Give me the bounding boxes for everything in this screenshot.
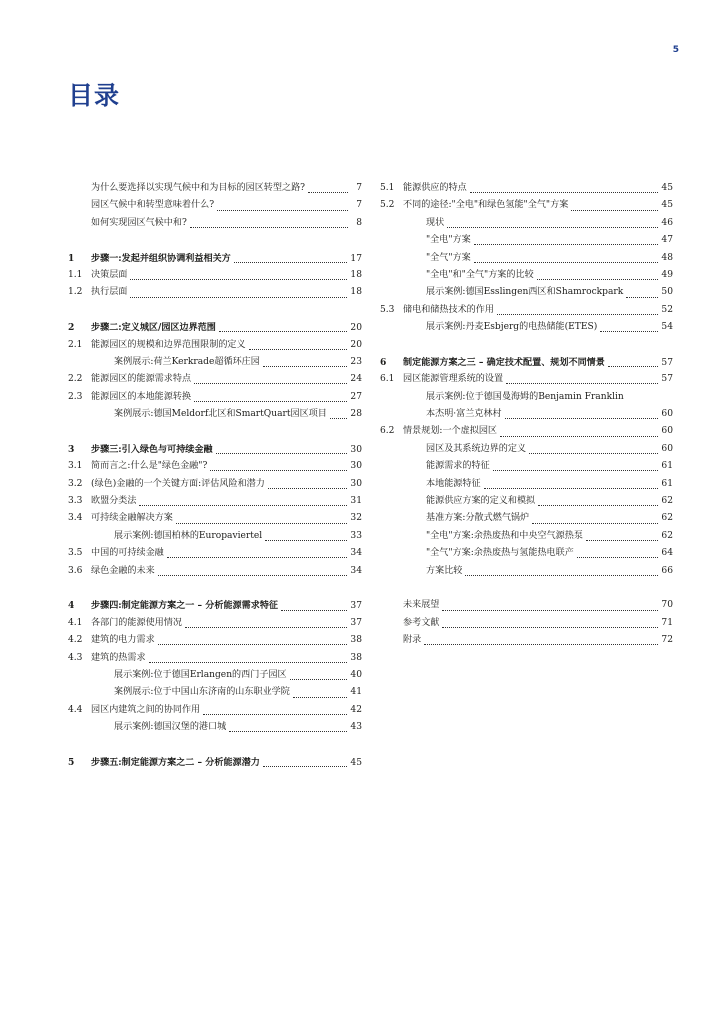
toc-entry-title: 步骤三:引入绿色与可持续金融 (91, 443, 213, 455)
toc-entry-title: 能源需求的特征 (426, 461, 490, 472)
toc-entry[interactable] (68, 510, 362, 527)
toc-dot-leader (465, 575, 658, 576)
toc-entry-page: 28 (350, 409, 362, 420)
toc-entry-title: 基准方案:分散式燃气锅炉 (426, 513, 530, 524)
toc-entry-page: 47 (661, 235, 673, 246)
toc-dot-leader (608, 366, 659, 367)
toc-entry-number: 3 (68, 443, 75, 455)
toc-entry[interactable] (380, 493, 673, 510)
toc-dot-leader (577, 557, 659, 558)
toc-entry-page: 30 (350, 444, 362, 455)
toc-entry-title: 展示案例:丹麦Esbjerg的电热储能(ETES) (426, 322, 598, 333)
toc-entry[interactable] (68, 337, 362, 354)
toc-dot-leader (290, 679, 348, 680)
toc-entry-title: 案例展示:位于中国山东济南的山东职业学院 (114, 687, 290, 698)
toc-dot-leader (185, 627, 347, 628)
toc-entry-title: 园区能源管理系统的设置 (403, 374, 504, 385)
toc-entry-page: 37 (350, 617, 362, 628)
toc-entry-number: 4.3 (68, 652, 83, 663)
toc-entry-title: 欧盟分类法 (91, 496, 137, 507)
toc-entry-number: 4 (68, 600, 75, 612)
toc-entry-number: 5.2 (380, 200, 395, 211)
toc-entry[interactable] (68, 354, 362, 371)
toc-dot-leader (194, 383, 347, 384)
toc-dot-leader (190, 227, 348, 228)
toc-entry-title: 能源供应方案的定义和模拟 (426, 496, 536, 507)
toc-entry[interactable] (68, 702, 362, 719)
toc-spacer (68, 302, 362, 319)
toc-dot-leader (571, 210, 658, 211)
toc-entry-number: 5.3 (380, 304, 395, 315)
toc-entry[interactable] (68, 545, 362, 562)
toc-entry-title: 展示案例:位于德国曼海姆的Benjamin Franklin (426, 391, 624, 402)
toc-dot-leader (139, 505, 347, 506)
toc-entry-page: 50 (661, 287, 673, 298)
toc-entry-page: 45 (350, 757, 362, 768)
toc-entry-number: 4.2 (68, 635, 83, 646)
toc-dot-leader (293, 697, 348, 698)
toc-dot-leader (470, 192, 659, 193)
toc-entry[interactable] (68, 667, 362, 684)
toc-spacer (68, 423, 362, 440)
toc-dot-leader (216, 453, 348, 454)
toc-entry-number: 3.2 (68, 478, 83, 489)
toc-entry-title: 园区气候中和转型意味着什么? (91, 200, 215, 211)
toc-entry[interactable] (68, 476, 362, 493)
toc-entry[interactable] (380, 267, 673, 284)
toc-dot-leader (229, 731, 347, 732)
toc-entry-page: 61 (661, 478, 673, 489)
toc-entry-title: 能源供应的特点 (403, 183, 467, 193)
toc-entry-number: 2.1 (68, 339, 83, 350)
toc-chapter-entry[interactable] (380, 354, 673, 371)
toc-entry[interactable] (68, 719, 362, 736)
toc-entry-title: 中国的可持续金融 (91, 548, 164, 559)
toc-entry-title: 步骤五:制定能源方案之二 – 分析能源潜力 (91, 756, 260, 768)
toc-dot-leader (506, 383, 658, 384)
toc-entry-number: 1 (68, 252, 75, 264)
toc-entry-page: 62 (661, 513, 673, 524)
toc-entry-page: 61 (661, 461, 673, 472)
toc-dot-leader (130, 297, 347, 298)
toc-entry-title: 简而言之:什么是"绿色金融"? (91, 461, 208, 472)
toc-dot-leader (158, 575, 348, 576)
toc-entry-title: 展示案例:德国汉堡的港口城 (114, 722, 227, 733)
toc-entry-title: 本地能源特征 (426, 478, 481, 489)
toc-entry-title: 如何实现园区气候中和? (91, 217, 187, 228)
toc-entry-page: 46 (661, 217, 673, 228)
toc-chapter-entry[interactable] (68, 597, 362, 614)
toc-entry-title: "全电"和"全气"方案的比较 (426, 269, 534, 280)
toc-entry-title: 步骤二:定义城区/园区边界范围 (91, 322, 216, 334)
toc-entry[interactable] (68, 632, 362, 649)
toc-entry-title: 情景规划:一个虚拟园区 (403, 426, 498, 437)
toc-entry[interactable] (380, 302, 673, 319)
toc-entry-number: 6 (380, 356, 387, 368)
toc-entry[interactable] (380, 458, 673, 475)
toc-entry-title: "全气"方案:余热废热与氢能热电联产 (426, 548, 574, 559)
toc-entry-page: 7 (356, 183, 362, 193)
toc-entry[interactable] (380, 476, 673, 493)
toc-entry-page: 57 (661, 374, 673, 385)
toc-entry[interactable] (380, 197, 673, 214)
toc-entry[interactable] (380, 423, 673, 440)
toc-entry-page: 30 (350, 478, 362, 489)
toc-entry-number: 1.2 (68, 287, 83, 298)
toc-dot-leader (219, 331, 348, 332)
toc-entry-page: 45 (661, 183, 673, 193)
toc-entry-page: 18 (350, 269, 362, 280)
toc-entry-page: 7 (356, 200, 362, 211)
toc-entry[interactable] (380, 406, 673, 423)
toc-entry-number: 2.3 (68, 391, 83, 402)
toc-dot-leader (505, 418, 659, 419)
toc-entry-page: 32 (350, 513, 362, 524)
toc-entry[interactable] (68, 267, 362, 284)
toc-dot-leader (537, 279, 659, 280)
toc-entry-page: 48 (661, 252, 673, 263)
toc-entry-page: 52 (661, 304, 673, 315)
toc-entry-title: 案例展示:德国Meldorf北区和SmartQuart园区项目 (114, 409, 327, 420)
toc-entry-number: 6.2 (380, 426, 395, 437)
toc-entry-page: 34 (350, 565, 362, 576)
toc-entry[interactable] (380, 389, 673, 406)
toc-entry[interactable] (68, 684, 362, 701)
toc-dot-leader (249, 349, 348, 350)
toc-dot-leader (424, 644, 658, 645)
toc-dot-leader (263, 766, 348, 767)
toc-entry-title: 储电和储热技术的作用 (403, 304, 494, 315)
toc-dot-leader (529, 453, 658, 454)
toc-entry-page: 64 (661, 548, 673, 559)
page-title: 目录 (68, 81, 121, 110)
toc-entry-page: 34 (350, 548, 362, 559)
toc-entry-title: 制定能源方案之三 – 确定技术配置、规划不同情景 (403, 356, 605, 368)
toc-dot-leader (263, 366, 348, 367)
toc-dot-leader (265, 540, 347, 541)
toc-entry-title: 园区及其系统边界的定义 (426, 443, 527, 454)
toc-entry-page: 31 (350, 496, 362, 507)
toc-entry-page: 33 (350, 530, 362, 541)
toc-dot-leader (203, 714, 347, 715)
toc-dot-leader (532, 523, 658, 524)
toc-entry[interactable] (380, 510, 673, 527)
toc-entry[interactable] (68, 180, 362, 197)
toc-spacer (380, 337, 673, 354)
toc-entry[interactable] (380, 632, 673, 649)
toc-entry-page: 38 (350, 652, 362, 663)
toc-entry-number: 2 (68, 322, 75, 334)
toc-chapter-entry[interactable] (68, 319, 362, 336)
toc-chapter-entry[interactable] (68, 250, 362, 267)
toc-dot-leader (447, 227, 658, 228)
toc-entry-title: "全电"方案 (426, 235, 471, 246)
toc-dot-leader (217, 210, 348, 211)
toc-entry-page: 40 (350, 669, 362, 680)
toc-chapter-entry[interactable] (68, 754, 362, 771)
toc-entry-title: 现状 (426, 217, 445, 228)
toc-entry-page: 49 (661, 269, 673, 280)
toc-entry[interactable] (68, 371, 362, 388)
toc-entry-title: 各部门的能源使用情况 (91, 617, 182, 628)
toc-entry-page: 57 (661, 357, 673, 368)
toc-entry[interactable] (380, 180, 673, 197)
toc-entry[interactable] (68, 406, 362, 423)
toc-entry-page: 60 (661, 409, 673, 420)
toc-entry-page: 8 (356, 217, 362, 228)
toc-dot-leader (158, 644, 348, 645)
toc-dot-leader (234, 262, 348, 263)
toc-entry-page: 30 (350, 461, 362, 472)
toc-entry-number: 3.6 (68, 565, 83, 576)
toc-dot-leader (493, 470, 659, 471)
toc-entry-title: 绿色金融的未来 (91, 565, 155, 576)
toc-dot-leader (497, 314, 658, 315)
toc-entry-page: 17 (350, 253, 362, 264)
toc-entry[interactable] (380, 545, 673, 562)
toc-entry-title: 建筑的热需求 (91, 652, 146, 663)
toc-entry[interactable] (68, 284, 362, 301)
toc-entry-number: 4.1 (68, 617, 83, 628)
toc-dot-leader (500, 436, 658, 437)
toc-dot-leader (308, 192, 348, 193)
toc-entry[interactable] (380, 563, 673, 580)
toc-dot-leader (330, 418, 348, 419)
toc-entry-title: 园区内建筑之间的协同作用 (91, 704, 201, 715)
toc-entry-title: 附录 (403, 635, 422, 646)
toc-entry-page: 62 (661, 530, 673, 541)
toc-spacer (68, 580, 362, 597)
toc-entry-title: "全电"方案:余热废热和中央空气源热泵 (426, 530, 583, 541)
toc-entry[interactable] (68, 458, 362, 475)
toc-dot-leader (474, 244, 659, 245)
toc-dot-leader (176, 523, 348, 524)
toc-dot-leader (442, 627, 658, 628)
toc-entry-page: 60 (661, 426, 673, 437)
toc-entry-page: 24 (350, 374, 362, 385)
toc-entry[interactable] (68, 528, 362, 545)
toc-left-column (68, 180, 362, 771)
toc-entry-page: 27 (350, 391, 362, 402)
toc-entry-page: 62 (661, 496, 673, 507)
toc-dot-leader (130, 279, 347, 280)
toc-entry[interactable] (68, 650, 362, 667)
toc-entry-page: 45 (661, 200, 673, 211)
toc-entry-page: 71 (661, 617, 673, 628)
toc-entry-page: 20 (350, 339, 362, 350)
toc-spacer (380, 580, 673, 597)
toc-entry-number: 3.4 (68, 513, 83, 524)
toc-entry-title: 能源园区的能源需求特点 (91, 374, 192, 385)
toc-entry[interactable] (380, 597, 673, 614)
toc-entry-page: 20 (350, 323, 362, 334)
toc-entry[interactable] (68, 197, 362, 214)
toc-dot-leader (167, 557, 348, 558)
toc-entry-page: 37 (350, 601, 362, 612)
toc-entry-title: 展示案例:位于德国Erlangen的西门子园区 (114, 669, 287, 680)
toc-entry-number: 6.1 (380, 374, 395, 385)
toc-entry-title: 本杰明·富兰克林村 (426, 409, 502, 420)
toc-entry[interactable] (380, 215, 673, 232)
toc-entry-page: 54 (661, 322, 673, 333)
toc-entry-title: 未来展望 (403, 600, 440, 611)
toc-entry-title: 可持续金融解决方案 (91, 513, 173, 524)
toc-entry-title: 方案比较 (426, 565, 463, 576)
toc-entry-number: 3.1 (68, 461, 83, 472)
toc-entry[interactable] (380, 441, 673, 458)
toc-dot-leader (268, 488, 348, 489)
toc-entry[interactable] (380, 232, 673, 249)
toc-entry-page: 42 (350, 704, 362, 715)
toc-entry-title: 案例展示:荷兰Kerkrade超循环庄园 (114, 356, 260, 367)
toc-entry-title: "全气"方案 (426, 252, 471, 263)
toc-entry-title: 步骤一:发起并组织协调利益相关方 (91, 252, 231, 264)
toc-entry-title: 为什么要选择以实现气候中和为目标的园区转型之路? (91, 183, 306, 193)
toc-chapter-entry[interactable] (68, 441, 362, 458)
toc-entry[interactable] (380, 371, 673, 388)
toc-entry-title: 步骤四:制定能源方案之一 – 分析能源需求特征 (91, 600, 279, 612)
toc-entry[interactable] (68, 563, 362, 580)
toc-dot-leader (626, 297, 658, 298)
toc-entry-number: 5 (68, 756, 75, 768)
toc-entry-number: 3.3 (68, 496, 83, 507)
toc-entry[interactable] (380, 250, 673, 267)
toc-entry-title: 参考文献 (403, 617, 440, 628)
toc-entry-title: 执行层面 (91, 287, 128, 298)
toc-dot-leader (194, 401, 347, 402)
toc-entry-page: 43 (350, 722, 362, 733)
toc-dot-leader (149, 662, 348, 663)
toc-entry[interactable] (380, 319, 673, 336)
toc-entry-number: 2.2 (68, 374, 83, 385)
toc-entry[interactable] (380, 528, 673, 545)
toc-dot-leader (474, 262, 659, 263)
toc-entry-number: 1.1 (68, 269, 83, 280)
toc-dot-leader (281, 610, 347, 611)
toc-entry-title: 决策层面 (91, 269, 128, 280)
toc-entry-page: 38 (350, 635, 362, 646)
toc-entry-title: (绿色)金融的一个关键方面:评估风险和潜力 (91, 478, 265, 489)
toc-entry-page: 70 (661, 600, 673, 611)
toc-entry-page: 18 (350, 287, 362, 298)
toc-dot-leader (586, 540, 658, 541)
toc-entry-title: 不同的途径:"全电"和绿色氢能"全气"方案 (403, 200, 569, 211)
toc-entry-title: 建筑的电力需求 (91, 635, 155, 646)
toc-entry[interactable] (68, 389, 362, 406)
toc-entry[interactable] (380, 284, 673, 301)
toc-entry-page: 23 (350, 356, 362, 367)
toc-dot-leader (442, 610, 658, 611)
toc-entry-title: 展示案例:德国Esslingen西区和Shamrockpark (426, 287, 624, 298)
toc-entry-title: 能源园区的本地能源转换 (91, 391, 192, 402)
toc-entry-number: 4.4 (68, 704, 83, 715)
toc-entry-page: 41 (350, 687, 362, 698)
toc-entry-page: 72 (661, 635, 673, 646)
toc-dot-leader (600, 331, 658, 332)
toc-entry[interactable] (68, 615, 362, 632)
toc-entry-page: 66 (661, 565, 673, 576)
toc-entry-page: 60 (661, 443, 673, 454)
toc-entry[interactable] (68, 215, 362, 232)
toc-dot-leader (538, 505, 658, 506)
toc-entry-number: 3.5 (68, 548, 83, 559)
toc-entry[interactable] (68, 493, 362, 510)
toc-right-column (380, 180, 673, 650)
toc-spacer (68, 232, 362, 249)
toc-dot-leader (210, 470, 347, 471)
toc-dot-leader (484, 488, 659, 489)
toc-entry[interactable] (380, 615, 673, 632)
toc-entry-title: 展示案例:德国柏林的Europaviertel (114, 530, 263, 541)
page-number: 5 (672, 45, 679, 55)
toc-entry-number: 5.1 (380, 183, 395, 193)
toc-entry-title: 能源园区的规模和边界范围限制的定义 (91, 339, 246, 350)
toc-spacer (68, 737, 362, 754)
